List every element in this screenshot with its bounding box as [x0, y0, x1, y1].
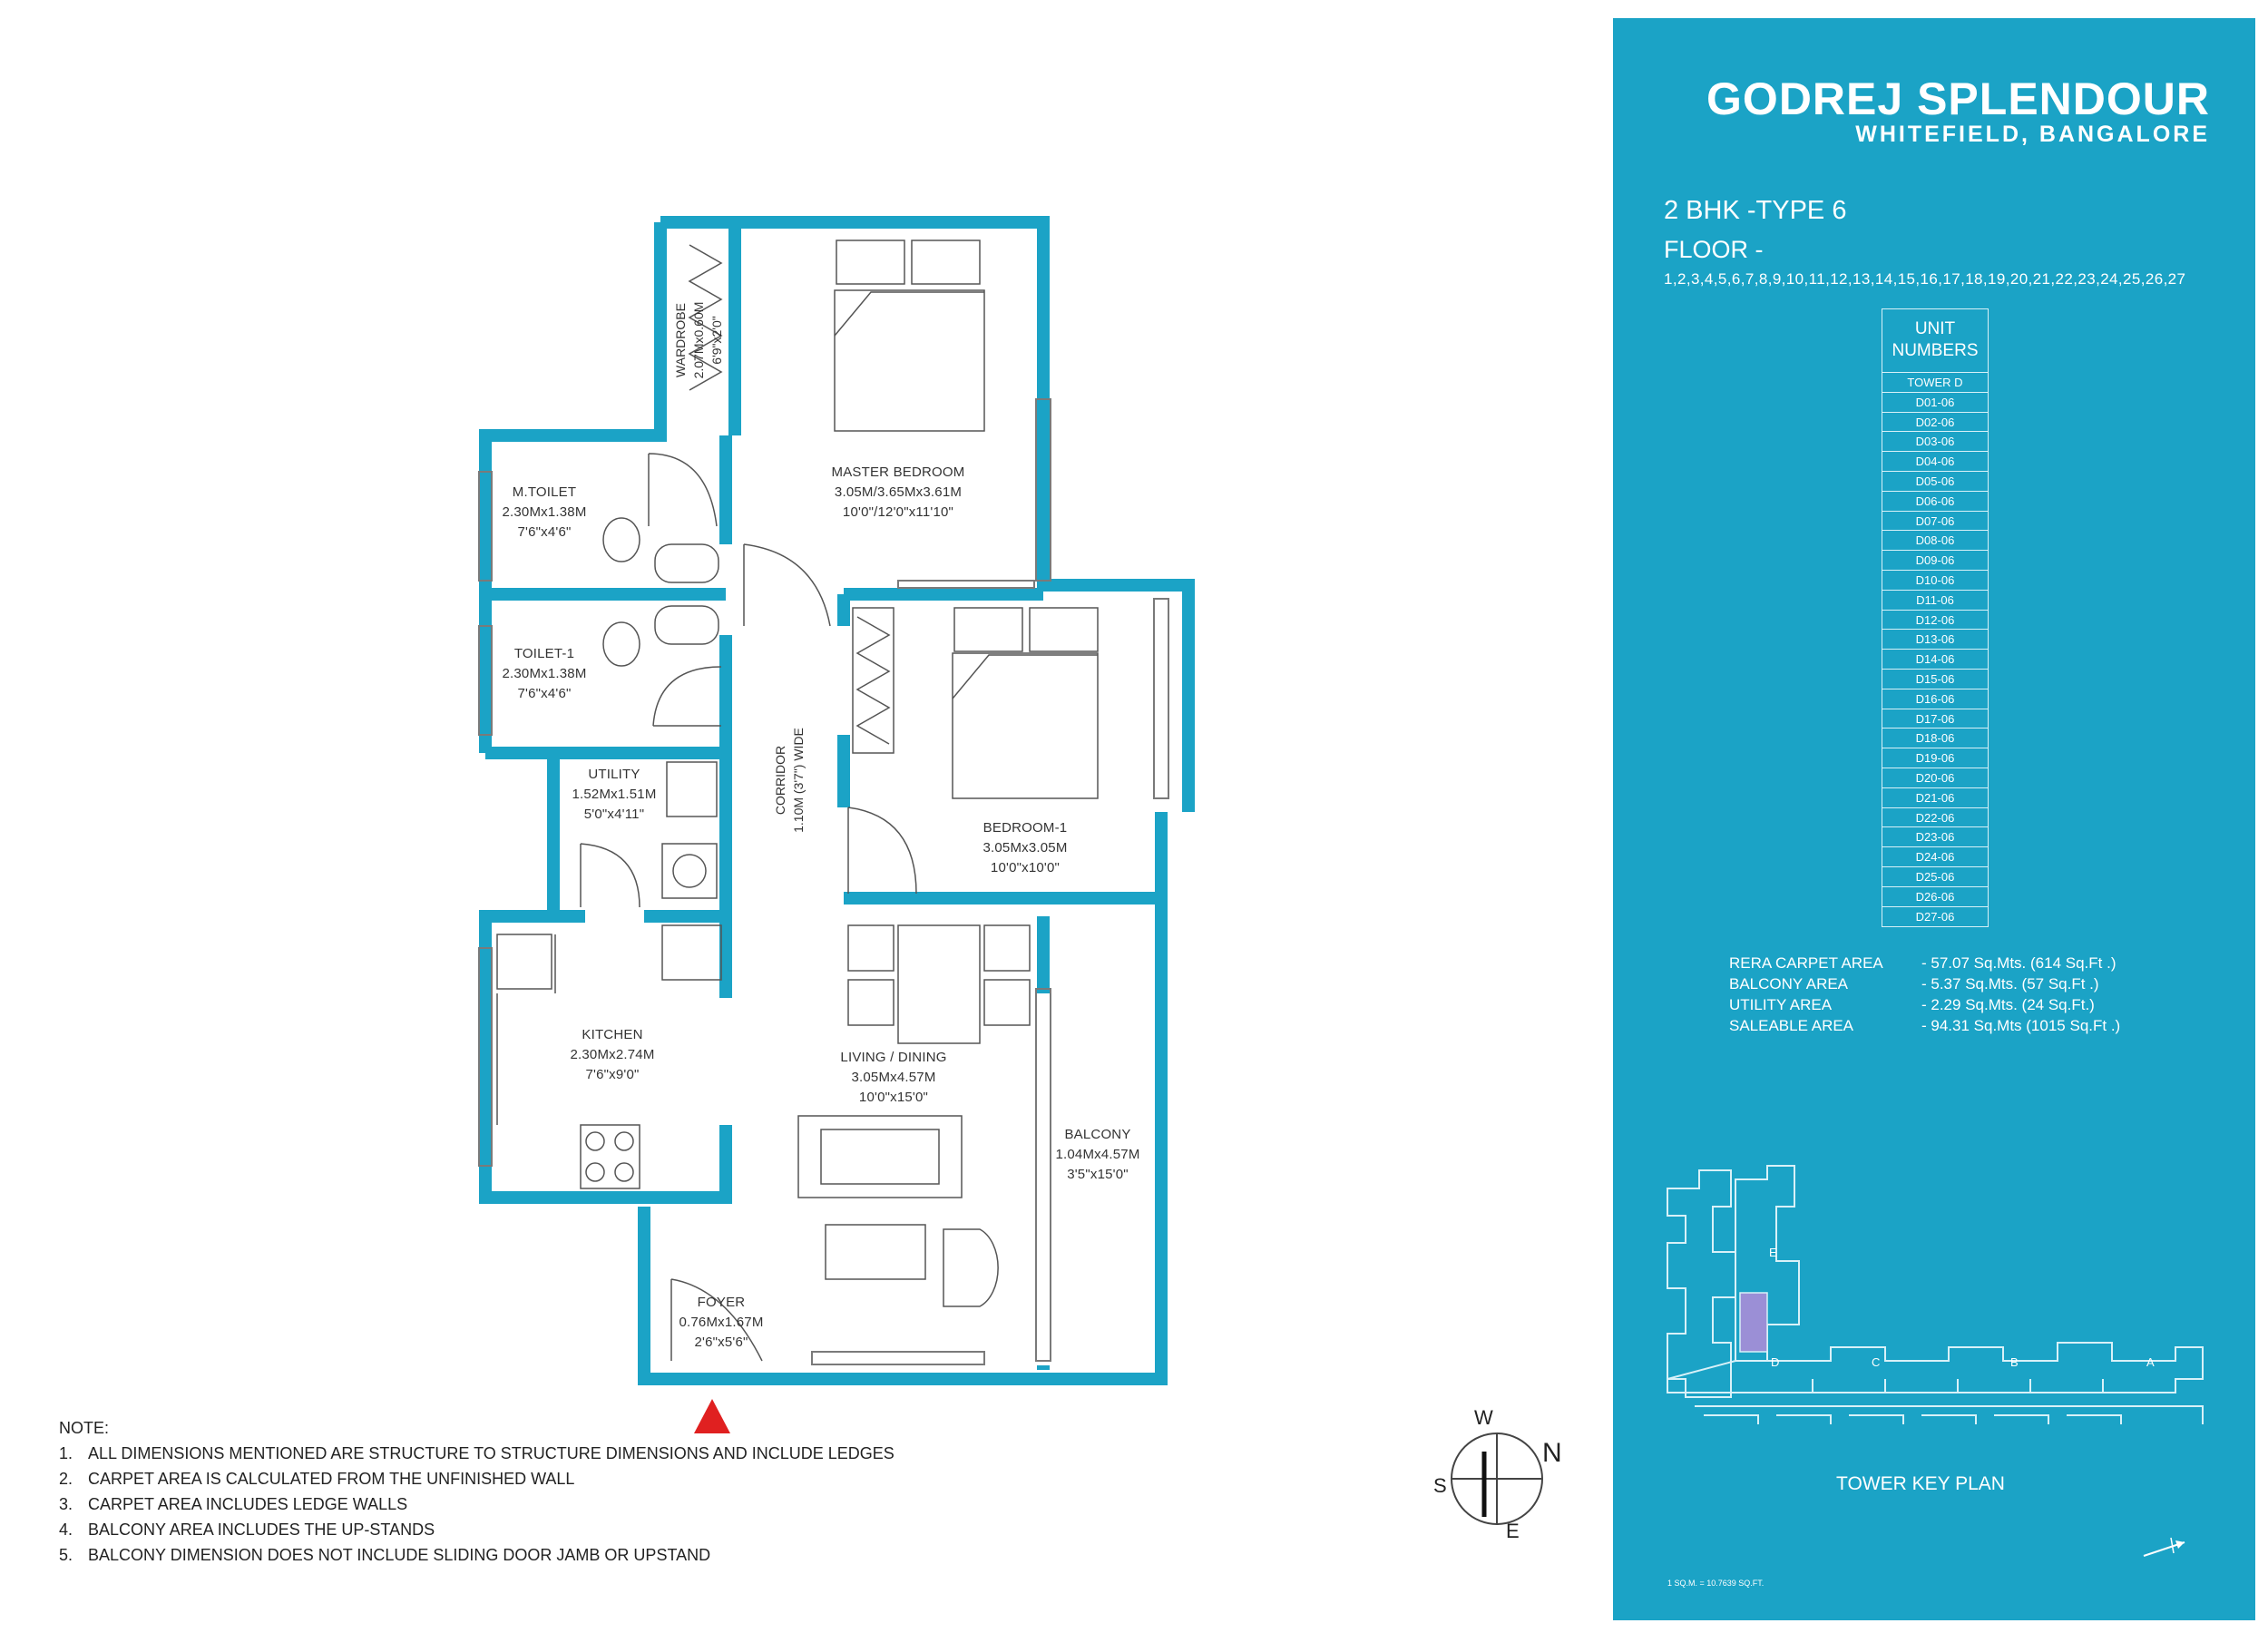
keyplan-label-a: A — [2146, 1355, 2155, 1369]
wall-kitchen-east — [644, 1125, 726, 1198]
room-imperial: 6'9"x2'0" — [709, 316, 724, 365]
pillow-b1-2 — [1030, 608, 1098, 651]
sofa — [798, 1116, 962, 1198]
compass-w-label: W — [1474, 1406, 1493, 1429]
room-name: FOYER — [697, 1295, 746, 1310]
door-bedroom1 — [848, 807, 916, 894]
notes — [59, 1415, 894, 1568]
compass-s-label: S — [1433, 1474, 1447, 1497]
unit-table-header-line2: NUMBERS — [1892, 341, 1979, 360]
room-metric: 2.30Mx1.38M — [502, 666, 587, 681]
project-location: WHITEFIELD, BANGALORE — [1855, 122, 2210, 147]
north-arrow-icon — [2139, 1524, 2194, 1560]
unit-table-row: D12-06 — [1882, 611, 1988, 631]
label-living-dining — [821, 1048, 966, 1108]
compass-e-label: E — [1506, 1520, 1520, 1542]
pillow-master-1 — [836, 240, 904, 284]
keyplan-label-e: E — [1769, 1246, 1777, 1259]
room-imperial: 10'0"x10'0" — [990, 860, 1061, 875]
tower-key-plan — [1649, 1152, 2230, 1424]
room-name: CORRIDOR — [773, 745, 787, 816]
note-number: 3. — [59, 1495, 73, 1513]
door-master-bedroom — [744, 544, 830, 626]
room-metric: 1.04Mx4.57M — [1055, 1147, 1140, 1162]
label-kitchen — [558, 1025, 667, 1085]
room-metric: 1.52Mx1.51M — [572, 787, 657, 802]
note-text: BALCONY DIMENSION DOES NOT INCLUDE SLIDING DOOR JAMB OR UPSTAND — [88, 1546, 711, 1564]
area-summary — [1729, 953, 2120, 1036]
note-text: CARPET AREA INCLUDES LEDGE WALLS — [88, 1495, 408, 1513]
keyplan-label-d: D — [1771, 1355, 1780, 1369]
sliding-door-balcony — [1036, 989, 1051, 1361]
sink-kitchen — [497, 934, 552, 989]
unit-table-row: D08-06 — [1882, 531, 1988, 551]
burner-4 — [615, 1163, 633, 1181]
area-name: UTILITY AREA — [1729, 996, 1833, 1013]
keyplan-unit-dividers — [1813, 1379, 2103, 1393]
note-number: 5. — [59, 1546, 73, 1564]
unit-table-row: D18-06 — [1882, 728, 1988, 748]
basin-toilet1 — [655, 606, 719, 644]
room-name: MASTER BEDROOM — [831, 464, 965, 480]
unit-table-row: D25-06 — [1882, 867, 1988, 887]
note-item — [59, 1466, 894, 1491]
label-utility — [564, 765, 664, 825]
room-metric: 0.76Mx1.67M — [679, 1315, 764, 1330]
area-name: SALEABLE AREA — [1729, 1017, 1854, 1034]
window-living — [812, 1352, 984, 1364]
area-name: RERA CARPET AREA — [1729, 954, 1883, 972]
burner-1 — [586, 1132, 604, 1150]
room-metric: 2.07Mx0.60M — [691, 301, 706, 379]
unit-table-row: D02-06 — [1882, 413, 1988, 433]
tower-key-plan-label: TOWER KEY PLAN — [1836, 1473, 2005, 1494]
room-imperial: 2'6"x5'6" — [694, 1335, 748, 1350]
area-row — [1729, 953, 2120, 973]
room-metric: 3.05Mx3.05M — [982, 840, 1068, 856]
unit-table-row: D19-06 — [1882, 748, 1988, 768]
info-panel — [1613, 18, 2255, 1620]
unit-table-row: D23-06 — [1882, 827, 1988, 847]
burner-2 — [615, 1132, 633, 1150]
note-item — [59, 1491, 894, 1517]
dining-chair-2 — [848, 980, 894, 1025]
unit-table-row: D22-06 — [1882, 808, 1988, 828]
washer-drum — [673, 855, 706, 887]
unit-table-header-line1: UNIT — [1914, 319, 1956, 338]
wc-toilet1 — [603, 622, 640, 666]
coffee-table — [826, 1225, 925, 1279]
dining-chair-3 — [984, 925, 1030, 971]
room-metric: 3.05Mx4.57M — [851, 1070, 936, 1085]
label-m-toilet — [494, 483, 594, 543]
unit-table-row: D24-06 — [1882, 847, 1988, 867]
unit-table-row: D11-06 — [1882, 591, 1988, 611]
unit-table-tower: TOWER D — [1882, 373, 1988, 393]
area-name: BALCONY AREA — [1729, 975, 1849, 993]
unit-table-row: D13-06 — [1882, 630, 1988, 650]
room-metric: 3.05M/3.65Mx3.61M — [834, 484, 963, 500]
note-item — [59, 1517, 894, 1542]
unit-type: 2 BHK -TYPE 6 — [1664, 196, 1847, 225]
note-number: 1. — [59, 1444, 73, 1462]
label-foyer — [667, 1293, 776, 1353]
area-value: - 5.37 Sq.Mts. (57 Sq.Ft .) — [1921, 975, 2099, 993]
unit-rows — [1882, 393, 1988, 927]
room-metric: 2.30Mx2.74M — [570, 1047, 655, 1062]
keyplan-label-c: C — [1872, 1355, 1881, 1369]
compass-n-label: N — [1542, 1438, 1562, 1468]
project-title: GODREJ SPLENDOUR — [1706, 73, 2210, 124]
label-bedroom-1 — [948, 818, 1102, 878]
door-mtoilet — [649, 454, 717, 526]
keyplan-label-b: B — [2010, 1355, 2019, 1369]
note-text: ALL DIMENSIONS MENTIONED ARE STRUCTURE TO STRUCTURE DIMENSIONS AND INCLUDE LEDGES — [88, 1444, 894, 1462]
sofa-seat — [821, 1129, 939, 1184]
compass — [1424, 1406, 1606, 1551]
burner-3 — [586, 1163, 604, 1181]
floor-list: 1,2,3,4,5,6,7,8,9,10,11,12,13,14,15,16,17,18,19,20,21,22,23,24,25,26,27 — [1664, 270, 2186, 288]
unit-table-row: D16-06 — [1882, 689, 1988, 709]
armchair — [943, 1229, 998, 1306]
area-value: - 2.29 Sq.Mts. (24 Sq.Ft.) — [1921, 996, 2095, 1013]
unit-table-row: D21-06 — [1882, 788, 1988, 808]
room-imperial: 10'0"x15'0" — [858, 1090, 929, 1105]
room-imperial: 5'0"x4'11" — [583, 807, 645, 822]
sink-utility — [667, 762, 717, 816]
unit-table-row: D20-06 — [1882, 768, 1988, 788]
unit-table-row: D01-06 — [1882, 393, 1988, 413]
bed-master — [835, 290, 984, 431]
room-imperial: 10'0"/12'0"x11'10" — [842, 504, 954, 520]
dining-chair-1 — [848, 925, 894, 971]
room-name: M.TOILET — [512, 484, 577, 500]
note-item — [59, 1542, 894, 1568]
pillow-b1-1 — [954, 608, 1022, 651]
bed-bedroom1 — [953, 653, 1098, 798]
washer — [662, 844, 717, 898]
room-imperial: 3'5"x15'0" — [1067, 1167, 1129, 1182]
unit-table-row: D03-06 — [1882, 432, 1988, 452]
unit-table-row: D26-06 — [1882, 887, 1988, 907]
bed-master-sheet — [835, 292, 984, 336]
room-imperial: 7'6"x4'6" — [517, 524, 572, 540]
scale-note: 1 SQ.M. = 10.7639 SQ.FT. — [1667, 1579, 1765, 1588]
room-name: UTILITY — [588, 767, 640, 782]
room-imperial: 7'6"x9'0" — [585, 1067, 640, 1082]
unit-numbers-table — [1882, 308, 1989, 927]
door-utility — [581, 844, 640, 907]
room-name: WARDROBE — [673, 303, 688, 377]
window-master-bottom — [898, 581, 1034, 588]
unit-table-row: D14-06 — [1882, 650, 1988, 670]
room-name: TOILET-1 — [513, 646, 575, 661]
note-item — [59, 1441, 894, 1466]
unit-table-row: D09-06 — [1882, 551, 1988, 571]
room-name: KITCHEN — [582, 1027, 643, 1042]
room-name: BALCONY — [1064, 1127, 1131, 1142]
label-master-bedroom — [821, 463, 975, 523]
room-imperial: 7'6"x4'6" — [517, 686, 572, 701]
wc-mtoilet — [603, 518, 640, 562]
pillow-master-2 — [912, 240, 980, 284]
keyplan-units-lower — [1704, 1415, 2121, 1424]
label-toilet-1 — [494, 644, 594, 704]
notes-title: NOTE: — [59, 1419, 110, 1437]
bed-b1-sheet — [953, 655, 1098, 699]
kitchen-counter — [497, 934, 555, 1125]
area-value: - 57.07 Sq.Mts. (614 Sq.Ft .) — [1921, 954, 2116, 972]
dining-chair-4 — [984, 980, 1030, 1025]
note-number: 2. — [59, 1470, 73, 1488]
label-wardrobe — [671, 281, 726, 399]
basin-mtoilet — [655, 544, 719, 582]
unit-table-row: D04-06 — [1882, 452, 1988, 472]
area-row — [1729, 1015, 2120, 1036]
unit-table-row: D05-06 — [1882, 472, 1988, 492]
unit-table-row: D07-06 — [1882, 512, 1988, 532]
wardrobe-bedroom1-hangers — [857, 617, 889, 744]
unit-table-row: D17-06 — [1882, 709, 1988, 729]
area-row — [1729, 994, 2120, 1015]
note-text: CARPET AREA IS CALCULATED FROM THE UNFINISHED WALL — [88, 1470, 575, 1488]
unit-table-header — [1882, 309, 1988, 373]
room-name: LIVING / DINING — [840, 1050, 947, 1065]
fridge — [662, 925, 721, 980]
note-text: BALCONY AREA INCLUDES THE UP-STANDS — [88, 1521, 435, 1539]
unit-table-row: D06-06 — [1882, 492, 1988, 512]
label-balcony — [1052, 1125, 1143, 1185]
floor-label: FLOOR - — [1664, 236, 1764, 263]
unit-table-row: D15-06 — [1882, 670, 1988, 689]
area-value: - 94.31 Sq.Mts (1015 Sq.Ft .) — [1921, 1017, 2121, 1034]
area-row — [1729, 973, 2120, 994]
keyplan-highlight-unit — [1740, 1293, 1767, 1352]
window-bedroom1 — [1154, 599, 1168, 798]
door-toilet1 — [653, 667, 721, 726]
note-number: 4. — [59, 1521, 73, 1539]
unit-table-row: D10-06 — [1882, 571, 1988, 591]
dining-table — [898, 925, 980, 1043]
room-name: BEDROOM-1 — [982, 820, 1068, 836]
room-metric: 2.30Mx1.38M — [502, 504, 587, 520]
unit-table-row: D27-06 — [1915, 909, 1955, 924]
label-corridor — [771, 699, 807, 862]
room-metric: 1.10M (3'7") WIDE — [791, 728, 806, 833]
